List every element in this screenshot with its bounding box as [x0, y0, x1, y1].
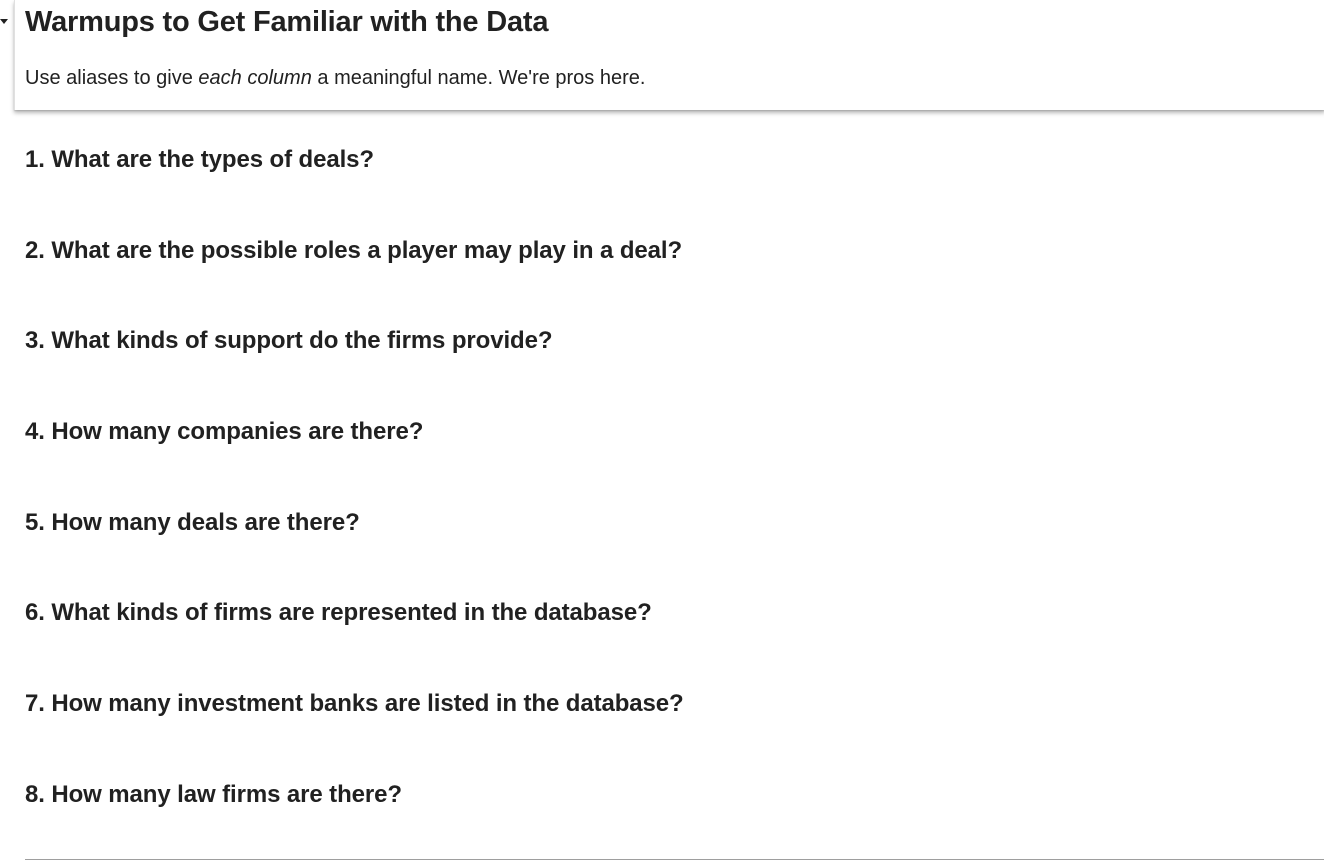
description-emphasis: each column — [198, 67, 312, 89]
description-text-after: a meaningful name. We're pros here. — [311, 67, 646, 89]
question-2: 2. What are the possible roles a player may play in a deal? — [25, 237, 683, 264]
section-description — [25, 66, 645, 90]
section-header-cell[interactable] — [14, 0, 1324, 110]
question-6: 6. What kinds of firms are represented in the database? — [25, 599, 652, 626]
collapse-caret-icon[interactable] — [0, 19, 8, 24]
question-7: 7. How many investment banks are listed in the database? — [25, 690, 684, 717]
section-title: Warmups to Get Familiar with the Data — [25, 6, 549, 38]
description-text-before: Use aliases to give — [25, 67, 199, 89]
question-3: 3. What kinds of support do the firms provide? — [25, 327, 553, 354]
question-5: 5. How many deals are there? — [25, 509, 360, 536]
question-4: 4. How many companies are there? — [25, 418, 424, 445]
question-1: 1. What are the types of deals? — [25, 146, 374, 173]
question-8: 8. How many law firms are there? — [25, 781, 402, 808]
cell-divider — [25, 859, 1324, 860]
